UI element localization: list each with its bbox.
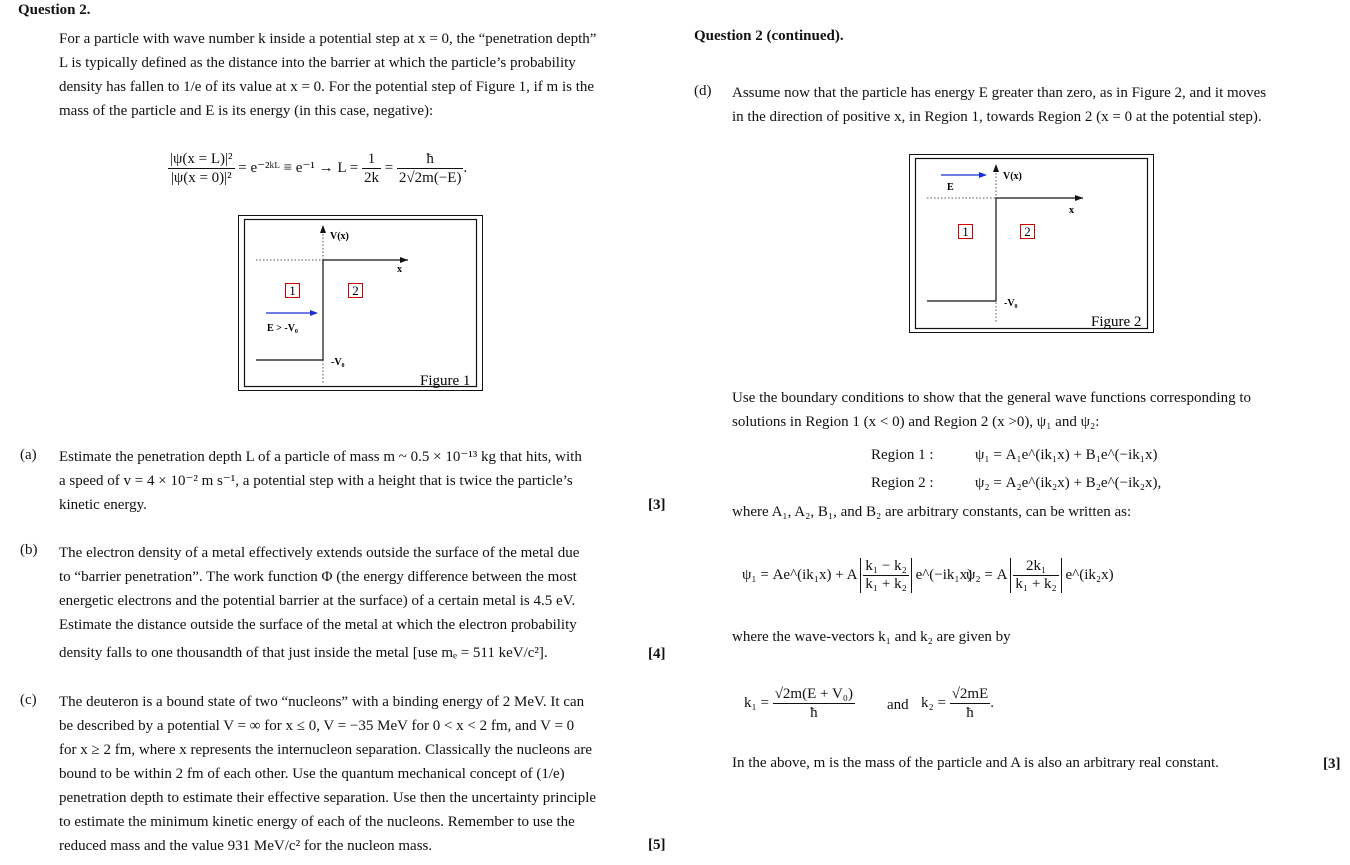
wave-vectors-text: where the wave-vectors k₁ and k₂ are given by bbox=[732, 629, 1011, 645]
fraction-denominator: 2√2m(−E) bbox=[398, 170, 462, 186]
part-c-line: bound to be within 2 fm of each other. Use the quantum mechanical concept of (1/e) bbox=[59, 766, 565, 782]
k1-definition bbox=[744, 685, 855, 722]
part-b-line: Estimate the distance outside the surface of the metal at which the electron probability bbox=[59, 617, 577, 633]
part-a-line: a speed of v = 4 × 10⁻² m s⁻¹, a potential step with a height that is twice the particle’s bbox=[59, 473, 573, 489]
well-depth-label: -V₀ bbox=[331, 357, 345, 368]
equals-sign: = bbox=[384, 159, 394, 176]
figure-2 bbox=[909, 154, 1155, 334]
k2-definition: k₂ = $\frac{√2mE}{ħ}$ . bbox=[921, 686, 995, 721]
psi-2-suffix: e^(ik₂x) bbox=[1065, 566, 1114, 583]
fraction-numerator: ħ bbox=[397, 150, 464, 169]
part-a-text bbox=[59, 445, 659, 517]
k2-prefix: k₂ = bbox=[921, 694, 946, 711]
figure-1-inner-frame bbox=[245, 220, 477, 387]
part-c-line: penetration depth to estimate their effective separation. Use then the uncertainty principle bbox=[59, 790, 597, 806]
energy-label: E > -V₀ bbox=[267, 323, 298, 334]
intro-paragraph bbox=[59, 27, 659, 123]
energy-arrow-icon bbox=[979, 172, 987, 178]
part-c-line: The deuteron is a bound state of two “nucleons” with a binding energy of 2 MeV. It can bbox=[59, 694, 585, 710]
part-b-line: The electron density of a metal effectively extends outside the surface of the metal due bbox=[59, 545, 580, 561]
psi-1-prefix: ψ₁ = Ae^(ik₁x) + A bbox=[742, 566, 857, 583]
part-c-marks: [5] bbox=[648, 837, 666, 853]
region-2-label: 2 bbox=[1024, 224, 1031, 239]
psi-2-numerator: 2k₁ bbox=[1013, 558, 1058, 576]
ratio-numerator: |ψ(x = L)|² bbox=[170, 151, 233, 167]
intro-line: mass of the particle and E is its energy (in this case, negative): bbox=[59, 103, 434, 119]
part-b-line: to “barrier penetration”. The work function Φ (the energy difference between the most bbox=[59, 569, 577, 585]
part-a-line: Estimate the penetration depth L of a particle of mass m ~ 0.5 × 10⁻¹³ kg that hits, with bbox=[59, 449, 582, 465]
intro-line: L is typically defined as the distance into the barrier at which the particle’s probability bbox=[59, 55, 576, 71]
part-d-marks: [3] bbox=[1323, 756, 1341, 772]
region-2-equation: ψ₂ = A₂e^(ik₂x) + B₂e^(−ik₂x), bbox=[975, 475, 1162, 491]
region-1-label: 1 bbox=[289, 283, 296, 298]
part-c-label: (c) bbox=[20, 692, 37, 708]
part-a-line: kinetic energy. bbox=[59, 497, 147, 513]
region-1-equation-label: Region 1 : bbox=[871, 447, 934, 463]
potential-step-line bbox=[256, 260, 408, 360]
constants-text: where A₁, A₂, B₁, and B₂ are arbitrary constants, can be written as: bbox=[732, 504, 1132, 520]
part-b-line: energetic electrons and the potential barrier at the surface) of a certain metal is 4.5 eV. bbox=[59, 593, 576, 609]
part-a-label: (a) bbox=[20, 447, 37, 463]
well-depth-label: -V₀ bbox=[1004, 298, 1018, 309]
axis-arrow-icon bbox=[993, 164, 999, 172]
k2-numerator: √2mE bbox=[951, 686, 989, 702]
figure-1-frame bbox=[239, 216, 483, 391]
energy-label: E bbox=[947, 182, 954, 193]
part-b-marks: [4] bbox=[648, 646, 666, 662]
psi-1-suffix: e^(−ik₁x) bbox=[915, 566, 973, 583]
x-axis-label: x bbox=[1069, 205, 1074, 216]
and-word: and bbox=[887, 697, 909, 713]
psi-1-numerator: k₁ − k₂ bbox=[865, 558, 907, 574]
psi-2-prefix: ψ₂ = A bbox=[966, 566, 1007, 583]
part-c-line: reduced mass and the value 931 MeV/c² for the nucleon mass. bbox=[59, 838, 433, 854]
part-c-line: be described by a potential V = ∞ for x ≤ 0, V = −35 MeV for 0 < x < 2 fm, and V = 0 bbox=[59, 718, 575, 734]
figure-1 bbox=[238, 215, 484, 392]
boundary-line: solutions in Region 1 (x < 0) and Region 2 (x >0), ψ₁ and ψ₂: bbox=[732, 414, 1100, 430]
boundary-condition-text bbox=[732, 386, 1332, 434]
ratio-denominator: |ψ(x = 0)|² bbox=[170, 170, 232, 186]
equation-middle: = e⁻²ᵏᴸ ≡ e⁻¹ → L = bbox=[238, 159, 359, 176]
region-2-label: 2 bbox=[352, 283, 359, 298]
fraction-denominator: 2k bbox=[363, 170, 379, 186]
region-1-equation: ψ₁ = A₁e^(ik₁x) + B₁e^(−ik₁x) bbox=[975, 447, 1158, 463]
intro-line: density has fallen to 1/e of its value at x = 0. For the potential step of Figure 1, if m is the bbox=[59, 79, 595, 95]
part-d-label: (d) bbox=[694, 83, 712, 99]
part-c-text bbox=[59, 690, 659, 858]
question-continued-title: Question 2 (continued). bbox=[694, 28, 844, 44]
axis-arrow-icon bbox=[320, 225, 326, 233]
potential-axis-label: V(x) bbox=[1003, 171, 1022, 182]
part-b-text bbox=[59, 541, 659, 665]
question-title: Question 2. bbox=[18, 2, 91, 18]
final-note: In the above, m is the mass of the particle and A is also an arbitrary real constant. bbox=[732, 755, 1219, 771]
region-2-equation-label: Region 2 : bbox=[871, 475, 934, 491]
psi-2-solution bbox=[966, 558, 1114, 593]
part-c-line: to estimate the minimum kinetic energy of each of the nucleons. Remember to use the bbox=[59, 814, 575, 830]
penetration-depth-equation: $\frac{\text{|ψ(x = L)|²}}{\text{|ψ(x = 0)|²}}$ = e⁻²ᵏᴸ ≡ e⁻¹ → L = $\frac{1}{2k}$ = $\frac{ħ}{2√2m(-E)}$ . bbox=[170, 151, 468, 186]
figure-2-caption: Figure 2 bbox=[1091, 314, 1142, 330]
psi-1-denominator: k₁ + k₂ bbox=[865, 576, 907, 592]
intro-line: For a particle with wave number k inside a potential step at x = 0, the “penetration depth” bbox=[59, 31, 597, 47]
part-d-text bbox=[732, 81, 1332, 129]
potential-step-line bbox=[927, 198, 1083, 301]
x-axis-label: x bbox=[397, 264, 402, 275]
k1-numerator: √2m(E + V₀) bbox=[774, 686, 854, 702]
k1-prefix: k₁ = bbox=[744, 694, 769, 711]
part-b-line: density falls to one thousandth of that just inside the metal [use mₑ = 511 keV/c²]. bbox=[59, 645, 548, 661]
potential-axis-label: V(x) bbox=[330, 231, 349, 242]
psi-1-solution bbox=[742, 558, 972, 593]
k1-denominator: ħ bbox=[810, 705, 818, 721]
part-c-line: for x ≥ 2 fm, where x represents the internucleon separation. Classically the nucleons are bbox=[59, 742, 593, 758]
part-b-label: (b) bbox=[20, 542, 38, 558]
figure-1-caption: Figure 1 bbox=[420, 373, 471, 389]
part-a-marks: [3] bbox=[648, 497, 666, 513]
part-d-line: in the direction of positive x, in Region 1, towards Region 2 (x = 0 at the potential step). bbox=[732, 109, 1262, 125]
boundary-line: Use the boundary conditions to show that the general wave functions corresponding to bbox=[732, 390, 1252, 406]
psi-2-denominator: k₁ + k₂ bbox=[1015, 576, 1057, 592]
k2-denominator: ħ bbox=[966, 705, 974, 721]
energy-arrow-icon bbox=[310, 310, 318, 316]
part-d-line: Assume now that the particle has energy E greater than zero, as in Figure 2, and it moves bbox=[732, 85, 1267, 101]
region-1-label: 1 bbox=[962, 224, 969, 239]
fraction-numerator: 1 bbox=[362, 150, 381, 169]
